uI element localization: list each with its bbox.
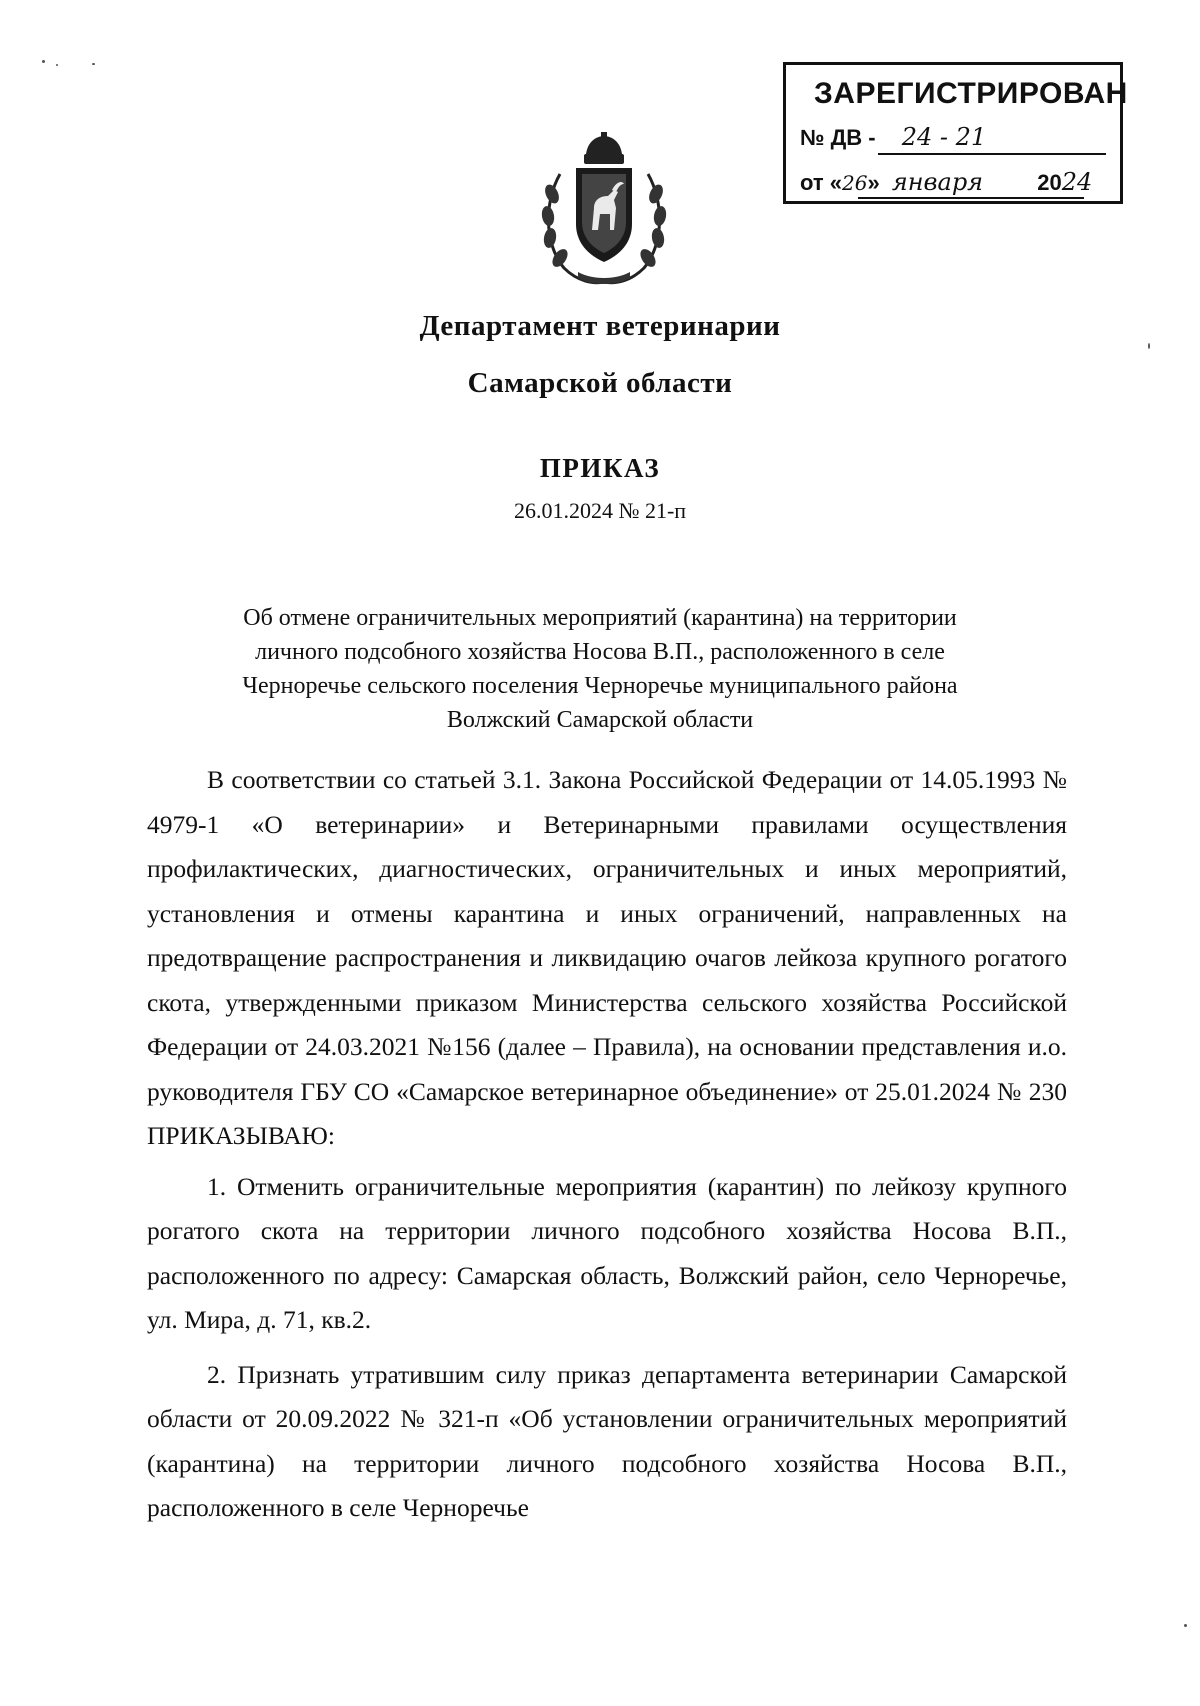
- registration-stamp: [783, 62, 1128, 204]
- order-subject-line2: личного подсобного хозяйства Носова В.П., расположенного в селе: [255, 639, 945, 665]
- stamp-number-prefix: № ДВ -: [800, 125, 876, 150]
- order-subject-line3: Черноречье сельского поселения Черноречье муниципального района: [242, 673, 958, 699]
- stamp-year-prefix: 20: [1037, 170, 1062, 195]
- department-name-line2: Самарской области: [467, 367, 733, 399]
- order-number: 26.01.2024 № 21-п: [513, 498, 687, 523]
- stamp-date-prefix: от «: [800, 170, 843, 195]
- preamble-paragraph: В соответствии со статьей 3.1. Закона Российской Федерации от 14.05.1993 № 4979-1 «О ветеринарии» и Ветеринарными правилами осуществления профилактических, диагностических, ограничительных и иных мероприятий, установления и отмены карантина и иных ограничений, направленных на предотвращение распространения и ликвидацию очагов лейкоза крупного рогатого скота, утвержденными приказом Министерства сельского хозяйства Российской Федерации от 24.03.2021 №156 (далее – Правила), на основании представления и.о. руководителя ГБУ СО «Самарское ветеринарное объединение» от 25.01.2024 № 230 ПРИКАЗЫВАЮ:: [147, 765, 1067, 1150]
- samara-coat-of-arms-icon: [538, 132, 670, 290]
- order-item-2: 2. Признать утратившим силу приказ департамента ветеринарии Самарской области от 20.09.2022 № 321-п «Об установлении ограничительных мероприятий (карантина) на территории личного подсобного хозяйства Носова В.П., расположенного в селе Черноречье: [147, 1359, 1067, 1522]
- stamp-date-row: от «26» января 2024: [800, 168, 1093, 196]
- order-subject-line1: Об отмене ограничительных мероприятий (карантина) на территории: [243, 605, 957, 631]
- stamp-number-row: [800, 123, 986, 151]
- order-body: [147, 758, 1067, 1531]
- order-subject-line4: Волжский Самарской области: [446, 707, 754, 733]
- stamp-year-handwritten: 24: [1061, 168, 1093, 196]
- stamp-date-month: января: [891, 168, 984, 196]
- stamp-title: ЗАРЕГИСТРИРОВАН: [814, 77, 1128, 110]
- stamp-date-day: 26: [842, 171, 868, 195]
- order-item-1: 1. Отменить ограничительные мероприятия (карантин) по лейкозу крупного рогатого скота на территории личного подсобного хозяйства Носова В.П., расположенного по адресу: Самарская область, Волжский район, село Черноречье, ул. Мира, д. 71, кв.2.: [147, 1171, 1067, 1334]
- stamp-number-handwritten: 24 - 21: [901, 123, 987, 151]
- order-title: ПРИКАЗ: [539, 453, 661, 483]
- department-name-line1: Департамент ветеринарии: [419, 310, 781, 342]
